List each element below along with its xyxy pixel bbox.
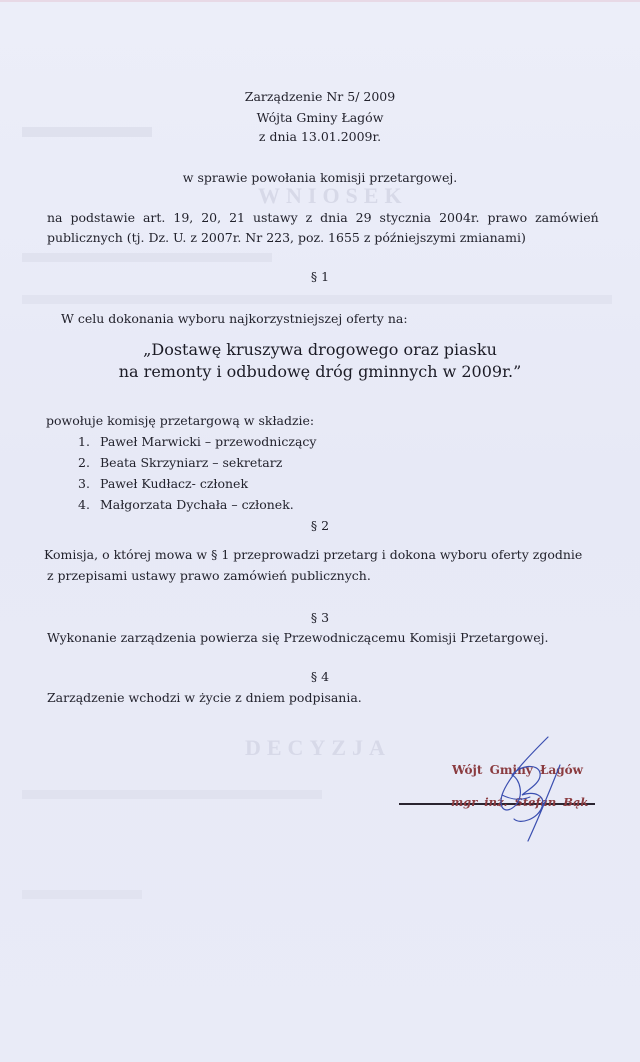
- section-2-heading: § 2: [310, 518, 330, 533]
- bleed-through-text: [22, 890, 142, 899]
- signature-stroke: [502, 795, 530, 799]
- section-4-heading: § 4: [310, 669, 330, 684]
- member-number: 1.: [78, 434, 90, 449]
- document-issuer: Wójta Gminy Łagów: [256, 110, 384, 125]
- bleed-through-text: [22, 253, 272, 262]
- bleed-through-heading: DECYZJA: [245, 735, 391, 760]
- bleed-through-text: [22, 790, 322, 799]
- document-title: Zarządzenie Nr 5/ 2009: [244, 89, 396, 104]
- committee-member: [78, 455, 282, 470]
- document-subject: w sprawie powołania komisji przetargowej.: [182, 170, 458, 185]
- bleed-through-text: [22, 295, 612, 304]
- tender-title-line-2: na remonty i odbudowę dróg gminnych w 2009r.”: [118, 362, 522, 381]
- committee-member: [78, 434, 316, 449]
- section-3-text: Wykonanie zarządzenia powierza się Przewodniczącemu Komisji Przetargowej.: [47, 630, 549, 645]
- section-4-text: Zarządzenie wchodzi w życie z dniem podpisania.: [47, 690, 362, 705]
- committee-member: [78, 497, 294, 512]
- member-text: Małgorzata Dychała – członek.: [100, 497, 294, 512]
- official-stamp-name: mgr inż. Stefan Bąk: [451, 795, 589, 809]
- legal-basis-line-2: publicznych (tj. Dz. U. z 2007r. Nr 223, poz. 1655 z późniejszymi zmianami): [47, 230, 526, 245]
- signature-stroke: [501, 737, 560, 841]
- section-3-heading: § 3: [310, 610, 330, 625]
- section-1-text: W celu dokonania wyboru najkorzystniejszej oferty na:: [61, 311, 408, 326]
- page-top-edge: [0, 0, 640, 2]
- appointment-text: powołuje komisję przetargową w składzie:: [46, 413, 315, 428]
- legal-basis-line-1: na podstawie art. 19, 20, 21 ustawy z dnia 29 stycznia 2004r. prawo zamówień: [47, 210, 599, 225]
- document-date: z dnia 13.01.2009r.: [258, 129, 382, 144]
- member-text: Paweł Kudłacz- członek: [100, 476, 249, 491]
- section-1-heading: § 1: [310, 269, 330, 284]
- member-text: Beata Skrzyniarz – sekretarz: [100, 455, 283, 470]
- committee-member: [78, 476, 248, 491]
- member-number: 3.: [78, 476, 90, 491]
- official-stamp-title: Wójt Gminy Łagów: [452, 763, 583, 777]
- section-2-text-line-1: Komisja, o której mowa w § 1 przeprowadzi przetarg i dokona wyboru oferty zgodnie: [44, 547, 583, 562]
- section-2-text-line-2: z przepisami ustawy prawo zamówień publicznych.: [47, 568, 371, 583]
- member-number: 4.: [78, 497, 90, 512]
- handwritten-signature: [490, 735, 580, 845]
- bleed-through-heading: WNIOSEK: [258, 183, 408, 208]
- member-number: 2.: [78, 455, 90, 470]
- member-text: Paweł Marwicki – przewodniczący: [100, 434, 317, 449]
- tender-title-line-1: „Dostawę kruszywa drogowego oraz piasku: [143, 340, 497, 359]
